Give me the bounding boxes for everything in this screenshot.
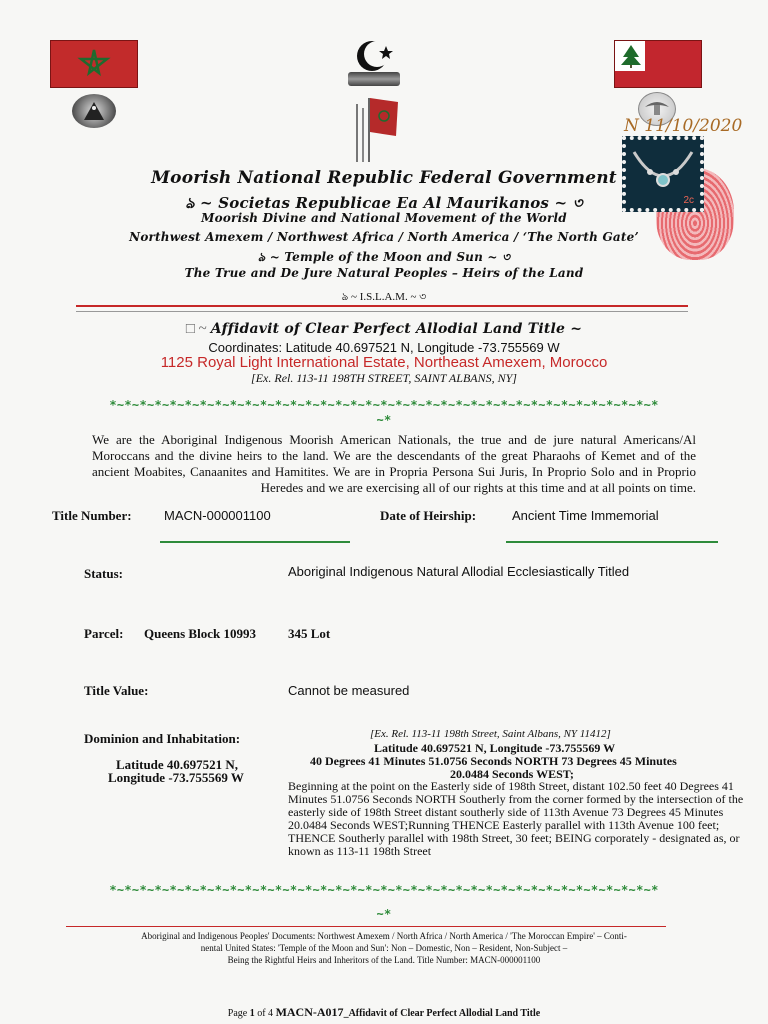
title-value: Cannot be measured [288, 683, 410, 698]
parcel-lot: 345 Lot [288, 626, 331, 641]
footer-line-1: Aboriginal and Indigenous Peoples' Documents: Northwest Amexem / North Africa / North America / 'The Moroccan Empire' – Conti- [141, 931, 627, 941]
heirship-value: Ancient Time Immemorial [512, 508, 659, 523]
star-border-bottom-2: ~* [376, 907, 392, 921]
status-value: Aboriginal Indigenous Natural Allodial Ecclesiastically Titled [288, 564, 630, 579]
ornament-left: ঌ [185, 194, 195, 212]
footer-rule [66, 926, 666, 927]
page-number: 1 [249, 1008, 255, 1019]
title-number-value: MACN-000001100 [164, 508, 271, 523]
status-label: Status: [84, 566, 124, 581]
header-line-6: The True and De Jure Natural Peoples – Heirs of the Land [184, 266, 584, 280]
parcel-block: Queens Block 10993 [144, 626, 256, 641]
pyramid-seal-icon [72, 94, 116, 128]
flag-pole-icon [352, 94, 402, 164]
crescent-star-icon [350, 36, 400, 76]
checkbox-icon: □ ~ [185, 321, 207, 337]
doc-code: MACN-A017 [275, 1005, 344, 1019]
footer-line-3: Being the Rightful Heirs and Inheritors of the Land. Title Number: MACN-000001100 [227, 955, 541, 965]
title-value-label: Title Value: [84, 683, 149, 698]
header-rule-2 [76, 311, 688, 312]
page-footer: Page 1 of 4 MACN-A017_Affidavit of Clear Perfect Allodial Land Title [227, 1005, 541, 1019]
star-border-top: *~*~*~*~*~*~*~*~*~*~*~*~*~*~*~*~*~*~*~*~*~*~*~*~*~*~*~*~*~*~*~*~*~*~*~*~* [109, 398, 659, 412]
pine-tree-icon [619, 43, 643, 69]
stamp-denomination: 2c [683, 195, 694, 206]
ornament-right: ৩ [572, 194, 583, 212]
doc-name: _Affidavit of Clear Perfect Allodial Land Title [343, 1008, 541, 1019]
dominion-longitude: Longitude -73.755569 W [108, 770, 244, 785]
header-line-2: ঌ ~ Societas Republicae Ea Al Maurikanos ~ ৩ [185, 194, 583, 212]
header-line-7: ঌ ~ I.S.L.A.M. ~ ৩ [341, 291, 427, 303]
header-line-4: Northwest Amexem / Northwest Africa / North America / ‘The North Gate’ [129, 230, 639, 244]
dominion-latitude: Latitude 40.697521 N, [116, 757, 239, 772]
coordinates: Coordinates: Latitude 40.697521 N, Longitude -73.755569 W [208, 340, 560, 355]
legal-latlong: Latitude 40.697521 N, Longitude -73.755569 W [374, 741, 616, 755]
dominion-label: Dominion and Inhabitation: [84, 731, 241, 746]
legal-degrees: 40 Degrees 41 Minutes 51.0756 Seconds NORTH 73 Degrees 45 Minutes [310, 754, 677, 768]
header-line-5: ঌ ~ Temple of the Moon and Sun ~ ৩ [257, 250, 511, 264]
pine-tree-flag [614, 40, 702, 88]
header-rule-1 [76, 305, 688, 307]
title-number-label: Title Number: [52, 508, 132, 523]
header-line-3: Moorish Divine and National Movement of the World [201, 211, 567, 225]
affidavit-title-row [0, 320, 768, 338]
legal-description: Beginning at the point on the Easterly side of 198th Street, distant 102.50 feet 40 Degrees 41 Minutes 51.0756 Seconds NORTH Southerly from the corner formed by the intersection of the easterly side of 198th Street distant southerly side of 113th Avenue 73 Degrees 45 Minutes 20.0484 Seconds WEST;Running THENCE Easterly parallel with 113th Avenue 100 feet; THENCE Southerly parallel with 198th Street, 30 feet; BEING corporately - designated as, or known as 113-11 198th Street [288, 779, 744, 858]
star-border-top-2: ~* [376, 413, 392, 427]
footer-line-2: nental United States: 'Temple of the Moon and Sun': Non – Domestic, Non – Resident, Non-Subject – [200, 943, 568, 953]
pentagram-icon [51, 41, 137, 87]
morocco-flag [50, 40, 138, 88]
parcel-label: Parcel: [84, 626, 124, 641]
star-border-bottom: *~*~*~*~*~*~*~*~*~*~*~*~*~*~*~*~*~*~*~*~*~*~*~*~*~*~*~*~*~*~*~*~*~*~*~*~* [109, 883, 659, 897]
intro-paragraph: We are the Aboriginal Indigenous Moorish American Nationals, the true and de jure natural Americans/Al Moroccans and the divine heirs to the land. We are the descendants of the great Pharaohs of Kemet and of the ancient Moabites, Canaanites and Hamitites. We are in Propria Persona Sui Juris, In Proprio Solo and in Proprio Heredes and we are exercising all of our rights at this time and at all points on time. [92, 432, 696, 495]
heirship-label: Date of Heirship: [380, 508, 477, 523]
header-line-1: Moorish National Republic Federal Government [151, 168, 617, 188]
affidavit-title: Affidavit of Clear Perfect Allodial Land Title ~ [210, 321, 583, 337]
title-number-underline [160, 541, 350, 543]
estate-name: 1125 Royal Light International Estate, Northeast Amexem, Morocco [160, 354, 608, 371]
heirship-underline [506, 541, 718, 543]
legal-seconds: 20.0484 Seconds WEST; [450, 767, 574, 781]
legal-ex-rel: [Ex. Rel. 113-11 198th Street, Saint Albans, NY 11412] [370, 728, 611, 740]
emblem-icon [348, 72, 400, 86]
signature: N 11/10/2020 [624, 116, 743, 136]
ex-rel-caption: [Ex. Rel. 113-11 198TH STREET, SAINT ALBANS, NY] [251, 371, 517, 385]
